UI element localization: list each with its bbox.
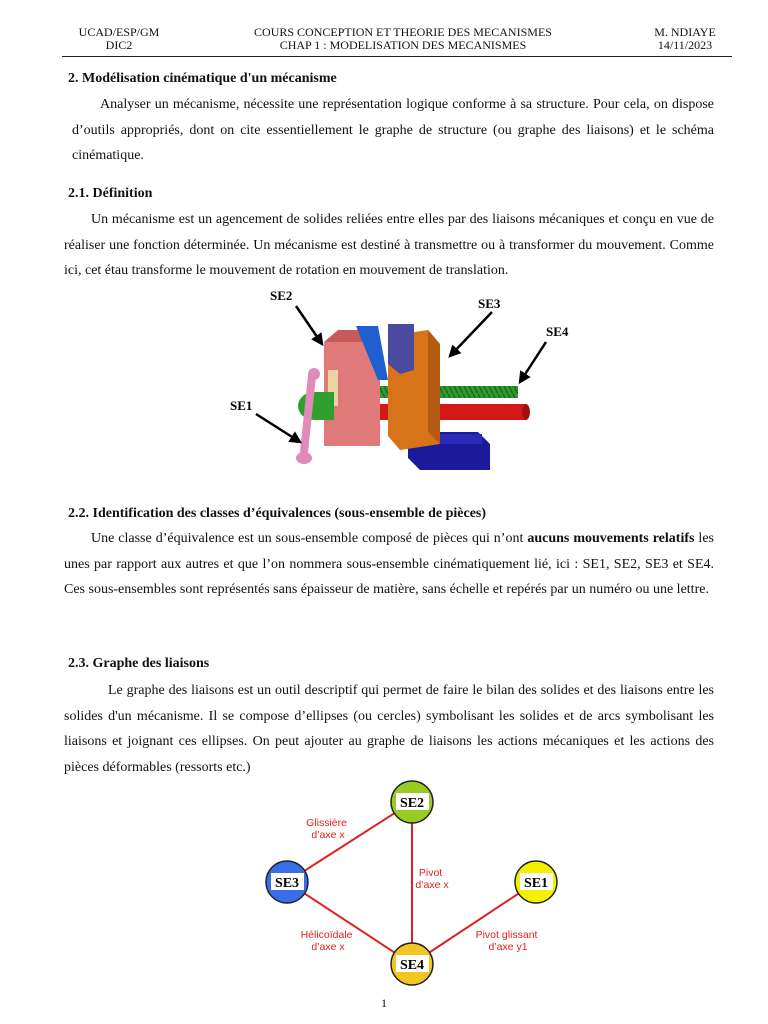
edge-label-pivot: Pivot d’axe x [415, 867, 449, 891]
header-course: COURS CONCEPTION ET THEORIE DES MECANISMES [254, 25, 552, 39]
node-se3 [266, 861, 308, 903]
node-se2-label: SE2 [399, 796, 425, 811]
header-left [74, 26, 164, 52]
node-se4-label: SE4 [399, 958, 425, 973]
edge-label-glissiere: Glissière d’axe x [306, 817, 347, 841]
page-number: 1 [381, 996, 387, 1010]
arrow-se2 [296, 306, 322, 344]
header-institution: UCAD/ESP/GM [78, 25, 160, 39]
header-date: 14/11/2023 [657, 38, 713, 52]
section-2-1-heading: 2.1. Définition [68, 186, 153, 201]
vise-illustration [228, 284, 574, 476]
section-2-2-paragraph [64, 526, 714, 603]
label-se3: SE3 [478, 296, 501, 311]
section-2-2-emphasis: aucuns mouvements relatifs [527, 531, 695, 546]
section-2-heading: 2. Modélisation cinématique d'un mécanisme [68, 71, 337, 86]
header-divider [62, 56, 732, 57]
label-se1: SE1 [230, 398, 253, 413]
header-class: DIC2 [105, 38, 133, 52]
section-2-3-paragraph: Le graphe des liaisons est un outil descriptif qui permet de faire le bilan des solides et des liaisons entre les solides d'un mécanisme. Il se compose d’ellipses (ou cercles) symbolisant les solides et de arcs symbolisant les liaisons et joignant ces ellipses. On peut ajouter au graphe de liaisons les actions mécaniques et les actions des pièces déformables (ressorts etc.) [64, 683, 714, 775]
header-author: M. NDIAYE [654, 25, 716, 39]
node-se4 [391, 943, 433, 985]
label-se2: SE2 [270, 288, 293, 303]
header-center [230, 26, 576, 52]
edge-label-helicoidale: Hélicoïdale d’axe x [300, 929, 353, 953]
header-chapter: CHAP 1 : MODELISATION DES MECANISMES [279, 38, 527, 52]
arrow-se4 [520, 342, 546, 382]
edge-se3-se4 [287, 882, 412, 964]
section-2-1-paragraph: Un mécanisme est un agencement de solides reliées entre elles par des liaisons mécaniques et conçu en vue de réaliser une fonction déterminée. Un mécanisme est destiné à transmettre ou à transformer du mouvement. Comme ici, cet étau transforme le mouvement de rotation en mouvement de translation. [64, 212, 714, 278]
section-2-2-heading: 2.2. Identification des classes d’équivalences (sous-ensemble de pièces) [68, 506, 487, 521]
section-2-3-heading: 2.3. Graphe des liaisons [68, 656, 210, 671]
node-se3-label: SE3 [274, 876, 300, 891]
section-2-2-text-a: Une classe d’équivalence est un sous-ensemble composé de pièces qui n’ont [91, 531, 528, 546]
arrow-se3 [450, 312, 492, 356]
node-se2 [391, 781, 433, 823]
label-se4: SE4 [546, 324, 569, 339]
section-2-paragraph: Analyser un mécanisme, nécessite une représentation logique conforme à sa structure. Pour cela, on dispose d’outils appropriés, dont on cite essentiellement le graphe de structure (ou graphe des liaisons) et le schéma cinématique. [72, 97, 714, 163]
section-2-2-text-b: les unes par rapport aux autres et que l’on nommera sous-ensemble cinématiquement lié, ici : SE1, SE2, SE3 et SE4. Ces sous-ensembles sont représentés sans épaisseur de matière, sans échelle et repérés par un numéro ou une lettre. [64, 531, 714, 597]
edge-label-pivot-glissant: Pivot glissant d’axe y1 [475, 929, 538, 953]
node-se1-label: SE1 [523, 876, 549, 891]
arrow-se1 [256, 414, 300, 442]
node-se1 [515, 861, 557, 903]
liaison-graph [258, 778, 580, 992]
header-right [640, 26, 730, 52]
edge-se3-se2 [287, 802, 412, 882]
